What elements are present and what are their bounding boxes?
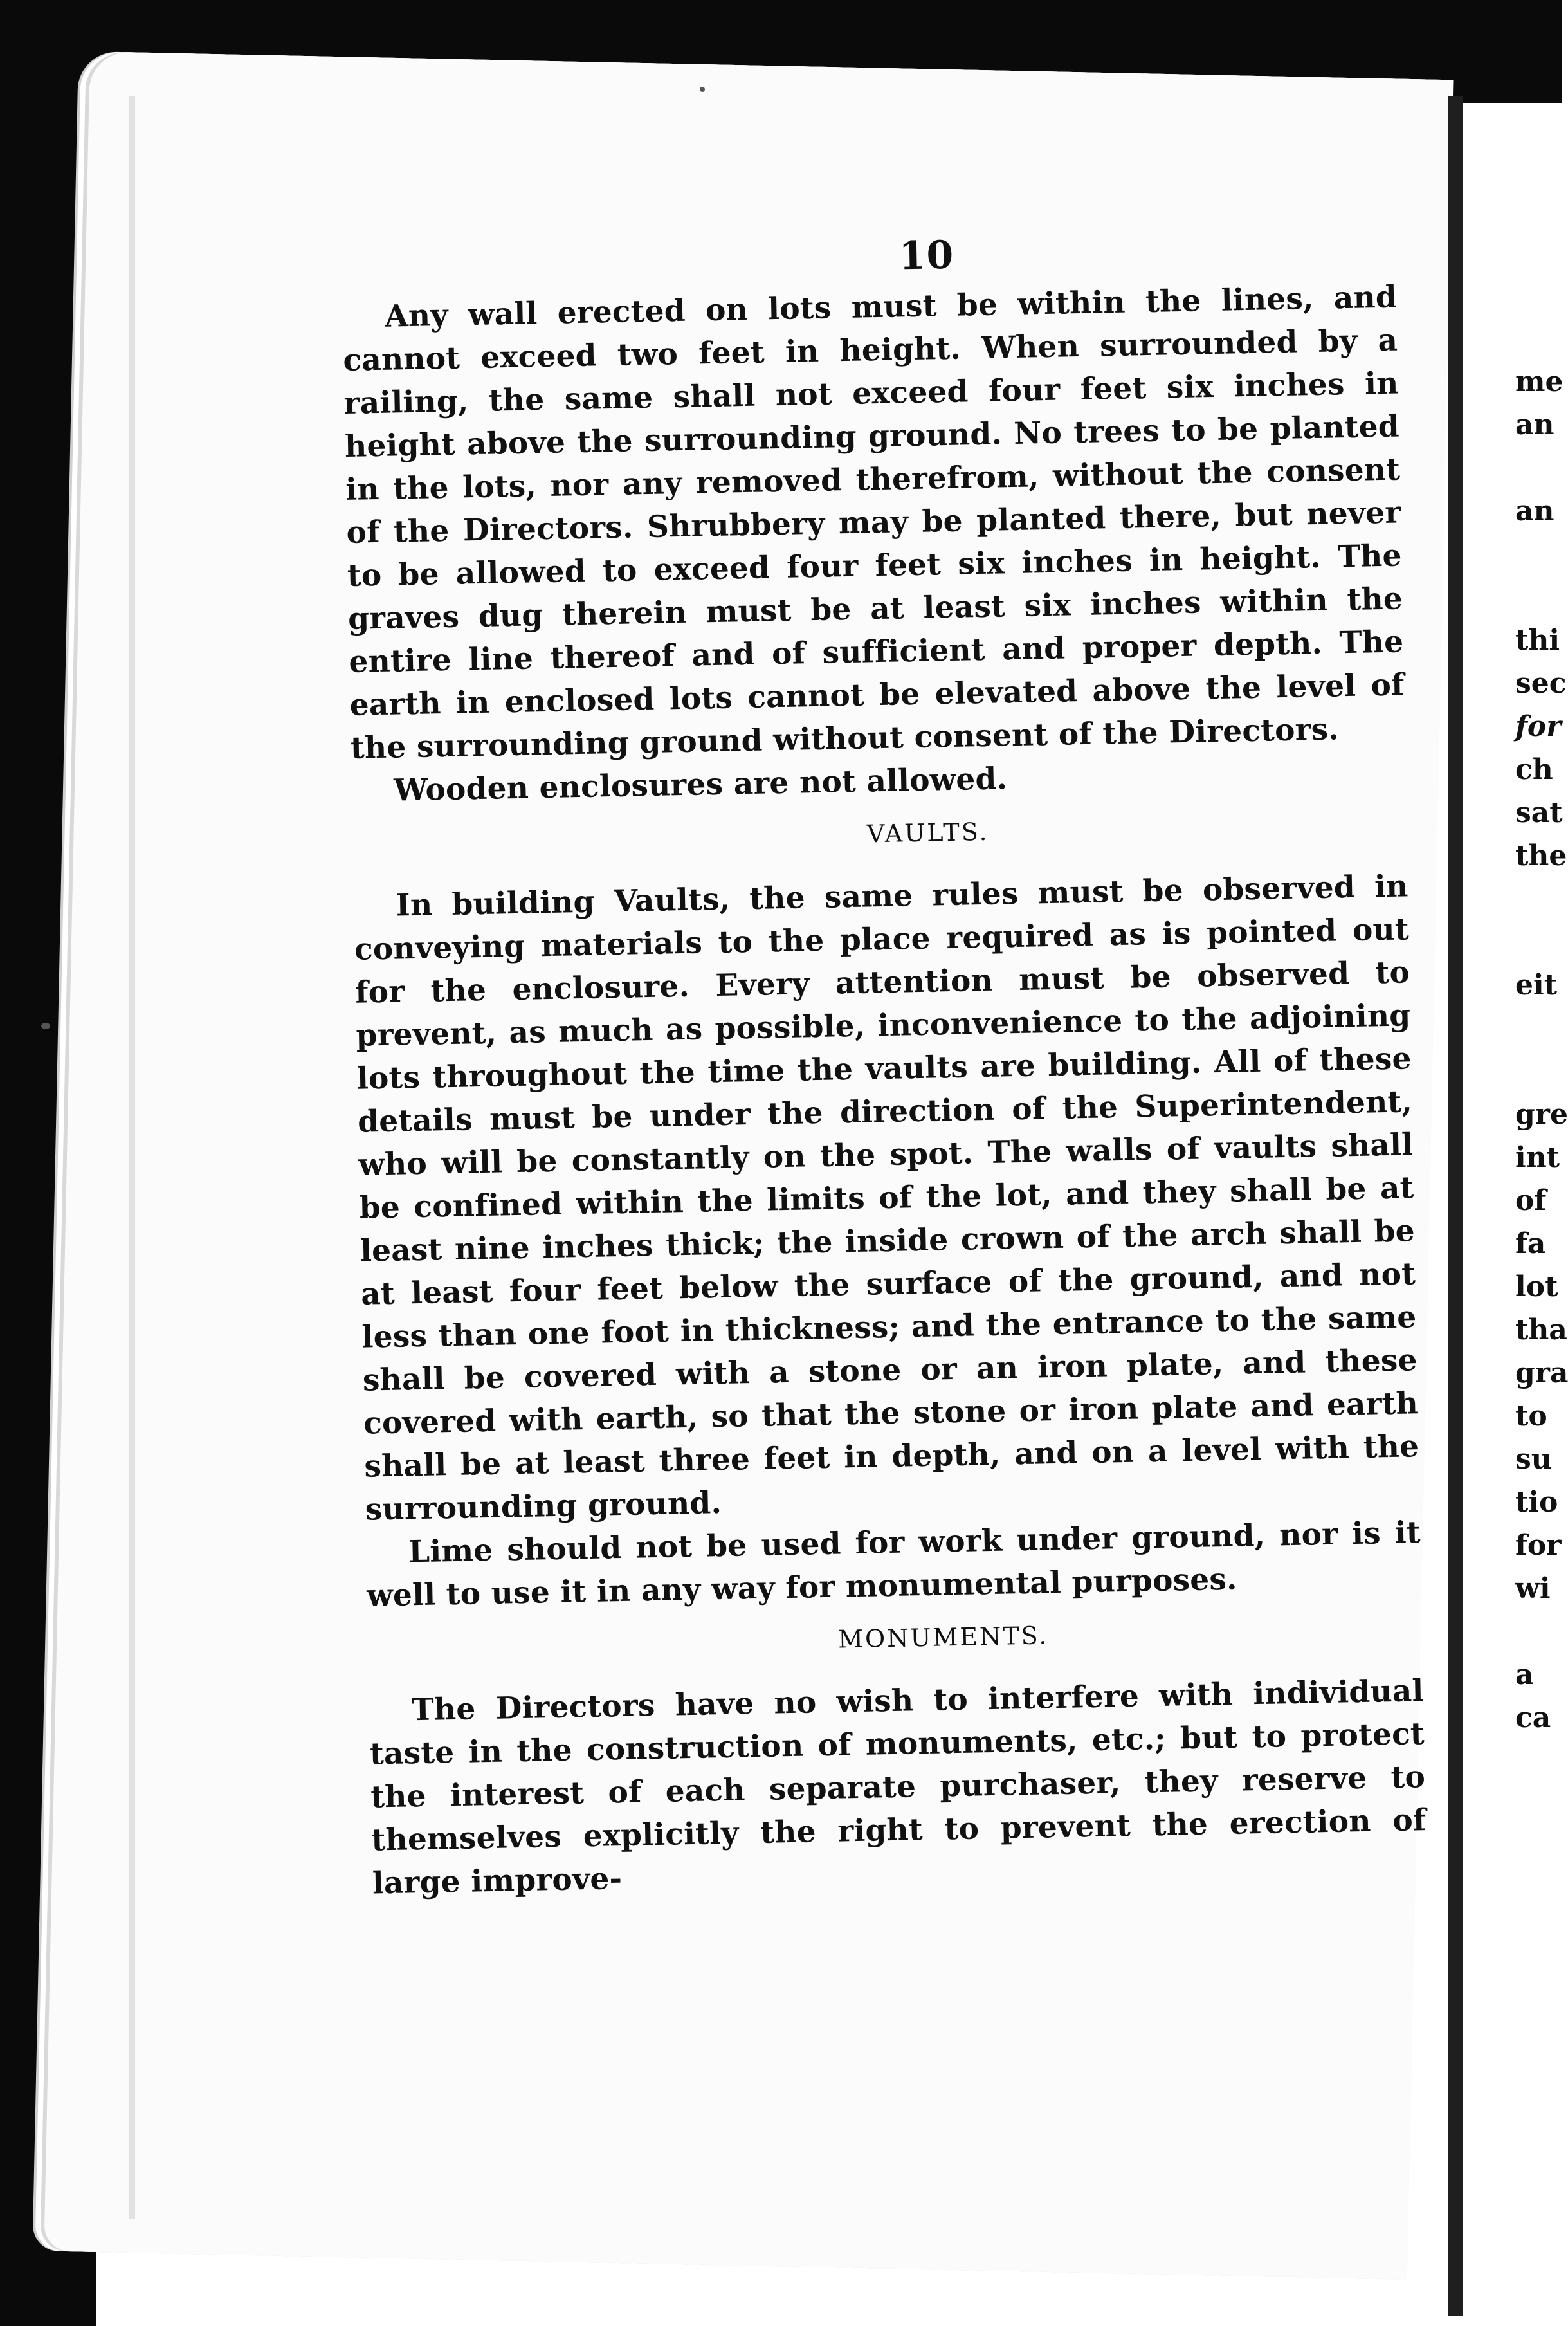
dust-speck bbox=[700, 87, 705, 92]
fragment-line bbox=[1515, 576, 1562, 619]
fragment-line: int bbox=[1515, 1141, 1560, 1174]
paragraph-vault-rules: In building Vaults, the same rules must be observed in conveying materials to the place required as is pointed out for the enclosure. Every attention must be observed to prevent, as much as possible, inconvenience to the adjoining lots throughout the time the vaults are building. All of these details must be under the direction of the Superintendent, who will be constantly on the spot. The walls of vaults shall be confined within the limits of the lot, and they shall be at least nine inches thick; the inside crown of the arch shall be at least four feet below the surface of the ground, and not less than one foot in thickness; and the entrance to the same shall be covered with a stone or an iron plate, and these covered with earth, so that the stone or iron plate and earth shall be at least three feet in depth, and on a level with the surrounding ground. bbox=[354, 868, 1419, 1528]
fragment-line: lot bbox=[1515, 1270, 1558, 1303]
fragment-line: su bbox=[1515, 1443, 1552, 1476]
fragment-line bbox=[1515, 1007, 1562, 1050]
fragment-line: an bbox=[1515, 408, 1554, 441]
fragment-line: thi bbox=[1515, 624, 1560, 657]
fragment-line: gre bbox=[1515, 1098, 1568, 1131]
page-number: 10 bbox=[898, 232, 954, 279]
paragraph-monuments: The Directors have no wish to interfere with individual taste in the construction of monuments, etc.; but to protect the interest of each separate purchaser, they reserve to themselves explicitly the right to prevent the erection of large improve- bbox=[369, 1673, 1427, 1901]
fragment-line: of bbox=[1515, 1184, 1547, 1217]
fragment-line: gra bbox=[1515, 1357, 1568, 1389]
fragment-line bbox=[1515, 1610, 1562, 1653]
fragment-line bbox=[1515, 920, 1562, 964]
fragment-line: wi bbox=[1515, 1572, 1551, 1605]
fragment-line: the bbox=[1515, 839, 1567, 872]
fragment-line: eit bbox=[1515, 969, 1558, 1002]
fragment-line: tha bbox=[1515, 1314, 1567, 1346]
fragment-line: tio bbox=[1515, 1486, 1558, 1519]
page-text-block bbox=[341, 224, 1427, 1905]
facing-page-text-fragments bbox=[1515, 360, 1568, 1739]
fragment-line: a bbox=[1515, 1658, 1534, 1691]
fragment-line bbox=[1515, 877, 1562, 920]
dust-speck bbox=[41, 1023, 50, 1029]
fragment-line: an bbox=[1515, 495, 1554, 527]
fragment-line: sat bbox=[1515, 796, 1563, 829]
fragment-line: sec bbox=[1515, 667, 1567, 700]
fragment-line: ch bbox=[1515, 753, 1553, 786]
fragment-line bbox=[1515, 533, 1562, 576]
fragment-line: to bbox=[1515, 1400, 1547, 1433]
fragment-line: ca bbox=[1515, 1701, 1551, 1734]
paragraph-wooden-enclosures: Wooden enclosures are not allowed. bbox=[393, 761, 1008, 809]
heading-monuments: MONUMENTS. bbox=[837, 1621, 1049, 1654]
heading-vaults: VAULTS. bbox=[866, 817, 989, 848]
paragraph-walls: Any wall erected on lots must be within the lines, and cannot exceed two feet in height. When surrounded by a railing, the same shall not exceed four feet six inches in height above the surrounding ground. No trees to be planted in the lots, nor any removed therefrom, without the consent of the Directors. Shrubbery may be planted there, but never to be allowed to exceed four feet six inches in height. The graves dug therein must be at least six inches within the entire line thereof and of sufficient and proper depth. The earth in enclosed lots cannot be elevated above the level of the surrounding ground without consent of the Directors. bbox=[342, 279, 1405, 766]
paragraph-lime: Lime should not be used for work under ground, nor is it well to use it in any way for monumental purposes. bbox=[366, 1515, 1421, 1614]
fragment-line: me bbox=[1515, 365, 1563, 398]
fragment-line bbox=[1515, 1050, 1562, 1093]
book-gutter bbox=[1448, 96, 1463, 2316]
page-edge-shadow bbox=[129, 96, 135, 2219]
fragment-line: fa bbox=[1515, 1227, 1546, 1260]
fragment-line: for bbox=[1515, 1529, 1562, 1562]
fragment-line: for bbox=[1515, 710, 1562, 743]
fragment-line bbox=[1515, 446, 1562, 490]
